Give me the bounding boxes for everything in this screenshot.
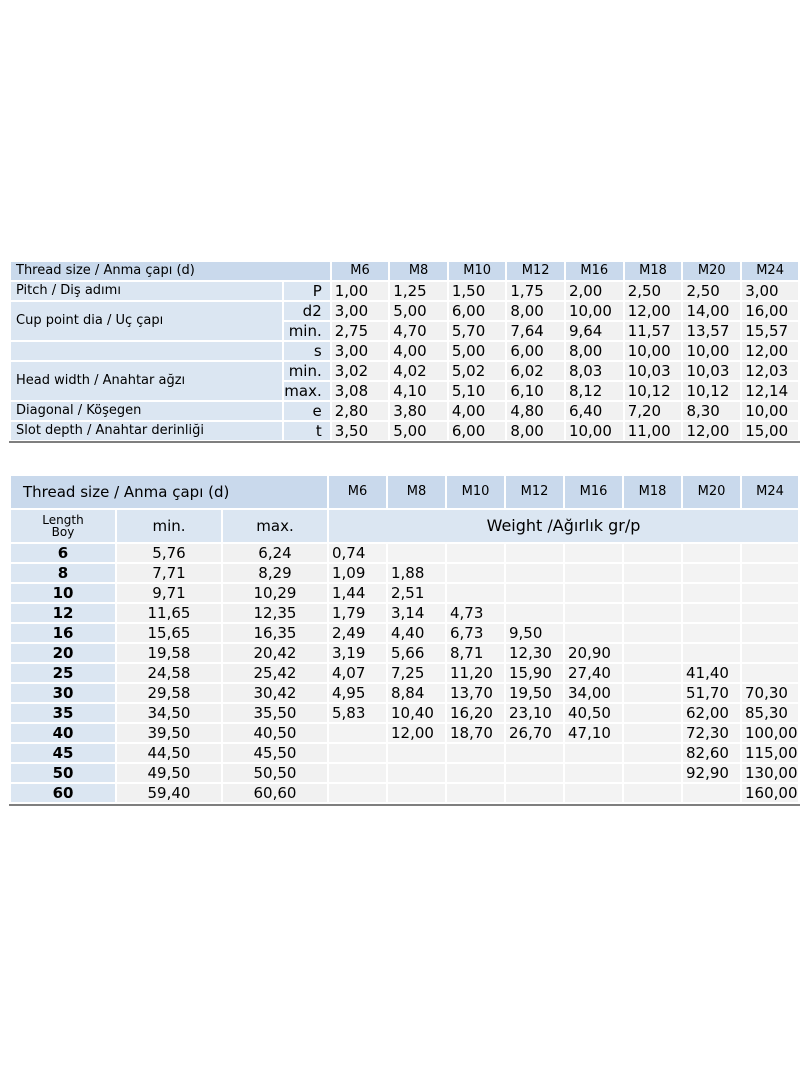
weight-value (683, 624, 740, 642)
table2-row (11, 604, 798, 622)
dimension-value: 8,00 (507, 422, 564, 440)
row-symbol: e (284, 402, 329, 420)
thread-size-label: Thread size / Anma çapı (d) (11, 476, 327, 508)
weight-value: 62,00 (683, 704, 740, 722)
dimension-value: 7,64 (507, 322, 564, 340)
dimension-value: 10,00 (625, 342, 682, 360)
table2-row (11, 724, 798, 742)
weight-value: 7,25 (388, 664, 445, 682)
dimension-value: 15,57 (742, 322, 798, 340)
row-symbol: min. (284, 322, 329, 340)
dimension-value: 5,00 (390, 302, 447, 320)
length-max: 30,42 (223, 684, 327, 702)
row-label: Cup point dia / Uç çapı (11, 302, 282, 340)
table1-row (11, 402, 798, 420)
length-value: 20 (11, 644, 115, 662)
weight-value: 130,00 (742, 764, 798, 782)
dimension-value: 3,80 (390, 402, 447, 420)
weight-value: 26,70 (506, 724, 563, 742)
size-header: M12 (506, 476, 563, 508)
weight-value (624, 684, 681, 702)
length-max: 10,29 (223, 584, 327, 602)
dimension-value: 8,00 (507, 302, 564, 320)
length-min: 29,58 (117, 684, 221, 702)
dimension-value: 2,00 (566, 282, 623, 300)
length-min: 9,71 (117, 584, 221, 602)
length-value: 25 (11, 664, 115, 682)
dimension-value: 5,02 (449, 362, 506, 380)
min-header: min. (117, 510, 221, 542)
dimension-value: 5,00 (390, 422, 447, 440)
weight-value: 23,10 (506, 704, 563, 722)
length-min: 44,50 (117, 744, 221, 762)
weight-value (565, 784, 622, 802)
weight-value (565, 584, 622, 602)
table2-row (11, 544, 798, 562)
weight-value: 11,20 (447, 664, 504, 682)
table2-row (11, 664, 798, 682)
length-value: 10 (11, 584, 115, 602)
weight-value: 13,70 (447, 684, 504, 702)
size-header: M24 (742, 262, 798, 280)
dimensions-table (9, 260, 800, 442)
weight-value (388, 764, 445, 782)
table1-row (11, 422, 798, 440)
weight-value: 100,00 (742, 724, 798, 742)
weight-header: Weight /Ağırlık gr/p (329, 510, 798, 542)
weight-value (624, 664, 681, 682)
weight-value (329, 764, 386, 782)
weight-value (624, 784, 681, 802)
weight-value: 9,50 (506, 624, 563, 642)
weight-table (9, 474, 800, 804)
table1-row (11, 282, 798, 300)
dimension-value: 3,00 (332, 342, 389, 360)
weight-value: 18,70 (447, 724, 504, 742)
dimension-value: 4,70 (390, 322, 447, 340)
weight-value: 1,44 (329, 584, 386, 602)
weight-value (565, 544, 622, 562)
length-label: Length (42, 513, 84, 527)
weight-value (447, 764, 504, 782)
dimension-value: 1,25 (390, 282, 447, 300)
length-value: 45 (11, 744, 115, 762)
weight-value (329, 744, 386, 762)
length-max: 25,42 (223, 664, 327, 682)
weight-value (742, 644, 798, 662)
weight-value: 1,79 (329, 604, 386, 622)
length-value: 16 (11, 624, 115, 642)
weight-value: 16,20 (447, 704, 504, 722)
dimension-value: 6,40 (566, 402, 623, 420)
row-symbol: min. (284, 362, 329, 380)
weight-value: 19,50 (506, 684, 563, 702)
table2-row (11, 744, 798, 762)
weight-value: 4,95 (329, 684, 386, 702)
weight-value (388, 784, 445, 802)
weight-value (683, 544, 740, 562)
weight-value (624, 564, 681, 582)
table2-row (11, 584, 798, 602)
weight-value: 72,30 (683, 724, 740, 742)
dimension-value: 15,00 (742, 422, 798, 440)
table2-row (11, 644, 798, 662)
dimension-value: 10,12 (683, 382, 740, 400)
weight-value (447, 584, 504, 602)
dimension-value: 2,75 (332, 322, 389, 340)
length-min: 49,50 (117, 764, 221, 782)
weight-value (742, 584, 798, 602)
weight-value: 2,49 (329, 624, 386, 642)
weight-value: 115,00 (742, 744, 798, 762)
weight-value (388, 544, 445, 562)
dimension-value: 2,50 (625, 282, 682, 300)
weight-value (683, 644, 740, 662)
weight-value: 92,90 (683, 764, 740, 782)
length-min: 59,40 (117, 784, 221, 802)
dimension-value: 4,00 (449, 402, 506, 420)
max-header: max. (223, 510, 327, 542)
length-min: 39,50 (117, 724, 221, 742)
weight-value: 3,14 (388, 604, 445, 622)
size-header: M20 (683, 476, 740, 508)
dimension-value: 6,00 (449, 422, 506, 440)
weight-value: 8,71 (447, 644, 504, 662)
weight-value (683, 584, 740, 602)
weight-value (388, 744, 445, 762)
dimension-value: 14,00 (683, 302, 740, 320)
length-value: 30 (11, 684, 115, 702)
weight-value (565, 764, 622, 782)
weight-value: 6,73 (447, 624, 504, 642)
weight-value (447, 784, 504, 802)
weight-value: 4,07 (329, 664, 386, 682)
weight-value (624, 544, 681, 562)
weight-value: 27,40 (565, 664, 622, 682)
weight-value: 8,84 (388, 684, 445, 702)
length-max: 16,35 (223, 624, 327, 642)
size-header: M18 (625, 262, 682, 280)
table2-row (11, 624, 798, 642)
weight-value (565, 624, 622, 642)
length-max: 12,35 (223, 604, 327, 622)
weight-value (506, 784, 563, 802)
row-symbol: t (284, 422, 329, 440)
size-header: M8 (388, 476, 445, 508)
table2-header-row (11, 476, 798, 508)
dimension-value: 6,02 (507, 362, 564, 380)
dimension-value: 1,00 (332, 282, 389, 300)
dimension-value: 10,00 (566, 302, 623, 320)
weight-value (506, 604, 563, 622)
size-header: M18 (624, 476, 681, 508)
weight-value: 12,30 (506, 644, 563, 662)
weight-value: 70,30 (742, 684, 798, 702)
length-max: 40,50 (223, 724, 327, 742)
weight-value (565, 564, 622, 582)
weight-value (742, 624, 798, 642)
dimension-value: 2,50 (683, 282, 740, 300)
weight-value (565, 744, 622, 762)
row-symbol: s (284, 342, 329, 360)
dimension-value: 3,50 (332, 422, 389, 440)
dimension-value: 10,12 (625, 382, 682, 400)
dimension-value: 12,14 (742, 382, 798, 400)
dimension-value: 10,03 (625, 362, 682, 380)
weight-value: 51,70 (683, 684, 740, 702)
row-symbol: max. (284, 382, 329, 400)
weight-value: 40,50 (565, 704, 622, 722)
size-header: M10 (447, 476, 504, 508)
weight-value: 5,66 (388, 644, 445, 662)
table2-row (11, 564, 798, 582)
weight-value (624, 584, 681, 602)
weight-value (447, 564, 504, 582)
length-min: 5,76 (117, 544, 221, 562)
dimension-value: 12,00 (683, 422, 740, 440)
weight-value: 82,60 (683, 744, 740, 762)
dimension-value: 4,80 (507, 402, 564, 420)
weight-value (624, 724, 681, 742)
weight-value (329, 724, 386, 742)
weight-value: 4,40 (388, 624, 445, 642)
weight-value: 3,19 (329, 644, 386, 662)
dimension-value: 8,00 (566, 342, 623, 360)
table2-row (11, 764, 798, 782)
weight-value: 15,90 (506, 664, 563, 682)
length-max: 50,50 (223, 764, 327, 782)
weight-value (565, 604, 622, 622)
length-max: 8,29 (223, 564, 327, 582)
weight-value: 10,40 (388, 704, 445, 722)
length-max: 60,60 (223, 784, 327, 802)
weight-value (506, 544, 563, 562)
dimension-value: 6,10 (507, 382, 564, 400)
row-label: Diagonal / Köşegen (11, 402, 282, 420)
dimension-value: 11,00 (625, 422, 682, 440)
length-max: 35,50 (223, 704, 327, 722)
length-header (11, 510, 115, 542)
length-min: 11,65 (117, 604, 221, 622)
size-header: M12 (507, 262, 564, 280)
weight-value (506, 584, 563, 602)
dimension-value: 12,00 (625, 302, 682, 320)
weight-value (683, 564, 740, 582)
row-label (11, 342, 282, 360)
table2-subheader-row (11, 510, 798, 542)
size-header: M10 (449, 262, 506, 280)
dimension-value: 4,10 (390, 382, 447, 400)
table1-row (11, 362, 798, 380)
weight-value: 47,10 (565, 724, 622, 742)
row-symbol: P (284, 282, 329, 300)
dimension-value: 8,03 (566, 362, 623, 380)
length-max: 20,42 (223, 644, 327, 662)
dimension-value: 11,57 (625, 322, 682, 340)
size-header: M16 (565, 476, 622, 508)
dimension-value: 1,50 (449, 282, 506, 300)
dimension-value: 4,00 (390, 342, 447, 360)
length-value: 50 (11, 764, 115, 782)
weight-value: 20,90 (565, 644, 622, 662)
length-value: 35 (11, 704, 115, 722)
row-symbol: d2 (284, 302, 329, 320)
weight-value: 4,73 (447, 604, 504, 622)
length-value: 12 (11, 604, 115, 622)
dimension-value: 16,00 (742, 302, 798, 320)
length-value: 60 (11, 784, 115, 802)
size-header: M20 (683, 262, 740, 280)
dimension-value: 12,00 (742, 342, 798, 360)
size-header: M8 (390, 262, 447, 280)
table1-header-row (11, 262, 798, 280)
dimension-value: 3,00 (332, 302, 389, 320)
length-min: 34,50 (117, 704, 221, 722)
table1-row (11, 342, 798, 360)
weight-value (742, 664, 798, 682)
dimension-value: 3,00 (742, 282, 798, 300)
dimension-value: 8,12 (566, 382, 623, 400)
length-value: 6 (11, 544, 115, 562)
dimension-value: 2,80 (332, 402, 389, 420)
table2-row (11, 704, 798, 722)
weight-value (742, 604, 798, 622)
dimension-value: 10,00 (566, 422, 623, 440)
dimension-value: 7,20 (625, 402, 682, 420)
weight-value: 1,09 (329, 564, 386, 582)
weight-value: 160,00 (742, 784, 798, 802)
length-min: 7,71 (117, 564, 221, 582)
weight-value (329, 784, 386, 802)
table2-row (11, 784, 798, 802)
weight-value (624, 604, 681, 622)
weight-value (683, 604, 740, 622)
table1-row (11, 302, 798, 320)
weight-value (506, 744, 563, 762)
size-header: M24 (742, 476, 798, 508)
dimension-value: 1,75 (507, 282, 564, 300)
weight-value: 34,00 (565, 684, 622, 702)
weight-value: 5,83 (329, 704, 386, 722)
length-max: 45,50 (223, 744, 327, 762)
weight-value (624, 644, 681, 662)
size-header: M16 (566, 262, 623, 280)
length-value: 40 (11, 724, 115, 742)
weight-value (624, 704, 681, 722)
weight-value: 1,88 (388, 564, 445, 582)
dimension-value: 10,03 (683, 362, 740, 380)
weight-value (742, 544, 798, 562)
size-header: M6 (329, 476, 386, 508)
length-max: 6,24 (223, 544, 327, 562)
row-label: Slot depth / Anahtar derinliği (11, 422, 282, 440)
dimension-value: 13,57 (683, 322, 740, 340)
weight-value (624, 624, 681, 642)
length-min: 15,65 (117, 624, 221, 642)
dimension-value: 3,02 (332, 362, 389, 380)
table1-bottom-rule (9, 441, 800, 443)
size-header: M6 (332, 262, 389, 280)
dimension-value: 8,30 (683, 402, 740, 420)
weight-value: 0,74 (329, 544, 386, 562)
length-min: 19,58 (117, 644, 221, 662)
dimension-value: 9,64 (566, 322, 623, 340)
weight-value (447, 744, 504, 762)
table2-bottom-rule (9, 804, 800, 806)
dimension-value: 10,00 (742, 402, 798, 420)
weight-value: 12,00 (388, 724, 445, 742)
weight-value: 41,40 (683, 664, 740, 682)
dimension-value: 6,00 (507, 342, 564, 360)
weight-value: 85,30 (742, 704, 798, 722)
weight-value (624, 744, 681, 762)
boy-label: Boy (51, 525, 75, 539)
row-label: Pitch / Diş adımı (11, 282, 282, 300)
dimension-value: 3,08 (332, 382, 389, 400)
dimension-value: 10,00 (683, 342, 740, 360)
dimension-value: 5,70 (449, 322, 506, 340)
table2-row (11, 684, 798, 702)
weight-value (742, 564, 798, 582)
row-label: Head width / Anahtar ağzı (11, 362, 282, 400)
weight-value (683, 784, 740, 802)
weight-value: 2,51 (388, 584, 445, 602)
length-value: 8 (11, 564, 115, 582)
weight-value (624, 764, 681, 782)
thread-size-label: Thread size / Anma çapı (d) (11, 262, 330, 280)
dimension-value: 5,10 (449, 382, 506, 400)
dimension-value: 5,00 (449, 342, 506, 360)
dimension-value: 6,00 (449, 302, 506, 320)
weight-value (506, 764, 563, 782)
dimension-value: 4,02 (390, 362, 447, 380)
weight-value (447, 544, 504, 562)
weight-value (506, 564, 563, 582)
dimension-value: 12,03 (742, 362, 798, 380)
length-min: 24,58 (117, 664, 221, 682)
